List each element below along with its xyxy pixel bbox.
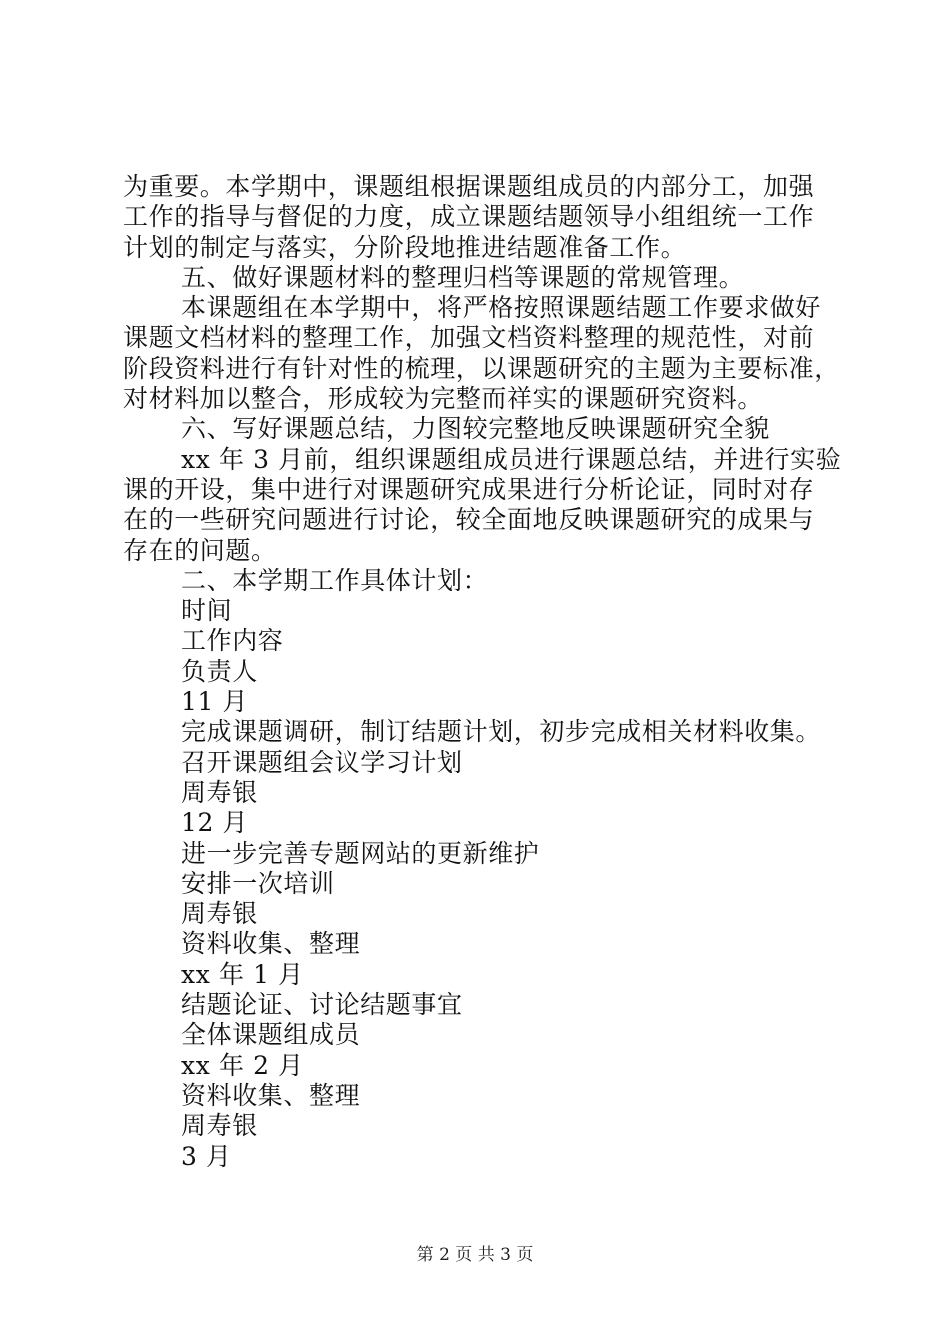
page-footer: 第 2 页 共 3 页 — [416, 1245, 534, 1265]
text-line: 召开课题组会议学习计划 — [181, 747, 463, 777]
text-line: 周寿银 — [181, 777, 258, 807]
text-line: 工作的指导与督促的力度，成立课题结题领导小组组统一工作 — [123, 202, 815, 232]
text-line: 在的一些研究问题进行讨论，较全面地反映课题研究的成果与 — [123, 505, 815, 535]
text-line: 对材料加以整合，形成较为完整而祥实的课题研究资料。 — [123, 384, 764, 414]
text-line: 周寿银 — [181, 1111, 258, 1141]
text-line: xx 年 2 月 — [181, 1050, 304, 1080]
text-line: 计划的制定与落实，分阶段地推进结题准备工作。 — [123, 232, 687, 262]
text-line: 11 月 — [181, 687, 249, 717]
text-line: 周寿银 — [181, 899, 258, 929]
text-line: 资料收集、整理 — [181, 929, 361, 959]
text-line: 课题文档材料的整理工作，加强文档资料整理的规范性，对前 — [123, 323, 815, 353]
text-line: 完成课题调研，制订结题计划，初步完成相关材料收集。 — [181, 717, 822, 747]
text-line: 六、写好课题总结，力图较完整地反映课题研究全貌 — [181, 414, 770, 444]
text-line: 课的开设，集中进行对课题研究成果进行分析论证，同时对存 — [123, 474, 815, 504]
text-line: 存在的问题。 — [123, 535, 277, 565]
text-line: 本课题组在本学期中，将严格按照课题结题工作要求做好 — [181, 293, 822, 323]
text-line: 全体课题组成员 — [181, 1020, 361, 1050]
text-line: 结题论证、讨论结题事宜 — [181, 990, 463, 1020]
text-line: 安排一次培训 — [181, 868, 335, 898]
text-line: 工作内容 — [181, 626, 284, 656]
text-line: 二、本学期工作具体计划： — [181, 565, 489, 595]
text-line: 为重要。本学期中，课题组根据课题组成员的内部分工，加强 — [123, 172, 815, 201]
text-line: 阶段资料进行有针对性的梳理，以课题研究的主题为主要标准， — [123, 353, 840, 383]
text-line: 五、做好课题材料的整理归档等课题的常规管理。 — [181, 262, 745, 292]
text-line: xx 年 3 月前，组织课题组成员进行课题总结，并进行实验 — [181, 444, 842, 474]
text-line: 时间 — [181, 596, 233, 626]
text-line: xx 年 1 月 — [181, 959, 304, 989]
text-line: 3 月 — [181, 1141, 232, 1171]
document-body — [123, 172, 843, 1172]
text-line: 12 月 — [181, 808, 249, 838]
text-line: 负责人 — [181, 656, 258, 686]
text-line: 资料收集、整理 — [181, 1080, 361, 1110]
text-line: 进一步完善专题网站的更新维护 — [181, 838, 540, 868]
